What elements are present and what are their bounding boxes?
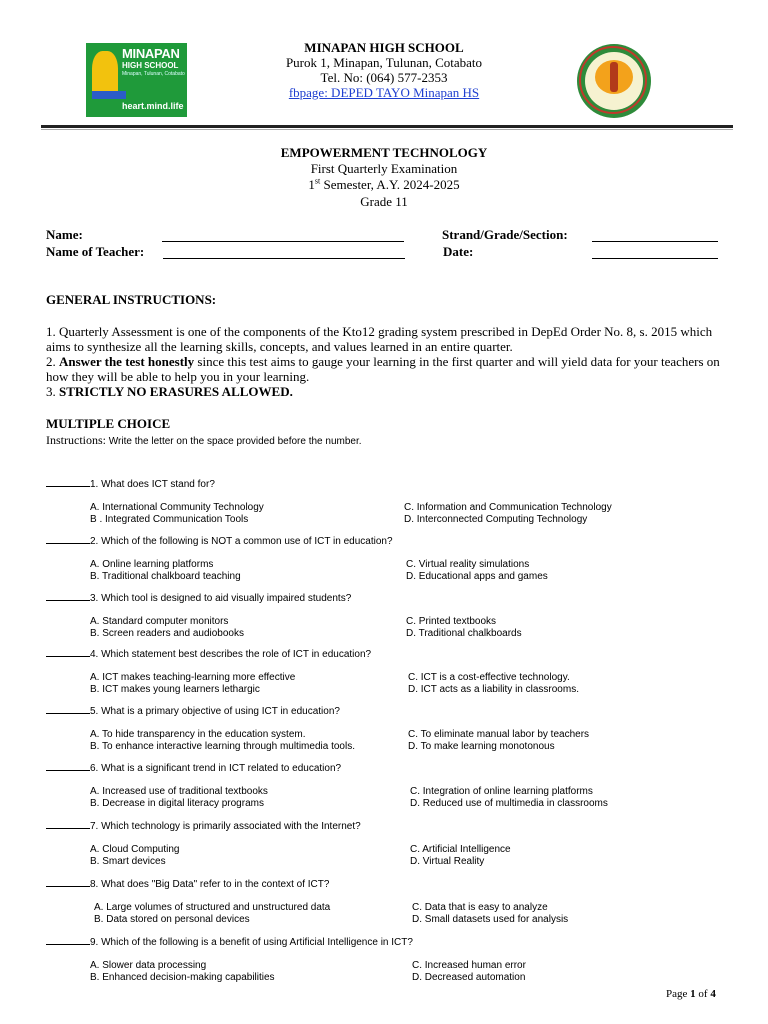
deped-cotabato-seal-icon <box>577 44 651 118</box>
exam-title: EMPOWERMENT TECHNOLOGY <box>280 145 488 160</box>
option-a: A. Slower data processing <box>90 960 207 971</box>
option-b: B. Decrease in digital literacy programs <box>90 798 264 809</box>
answer-blank[interactable] <box>46 656 90 657</box>
question-text: 8. What does "Big Data" refer to in the context of ICT? <box>90 879 330 890</box>
semester-num: 1 <box>308 177 315 192</box>
option-d: D. Virtual Reality <box>410 856 485 867</box>
name-input[interactable] <box>162 229 404 242</box>
instruction-3 <box>46 384 736 399</box>
option-c: C. Integration of online learning platforms <box>410 786 593 797</box>
option-c: C. ICT is a cost-effective technology. <box>408 672 570 683</box>
question-8 <box>46 879 329 890</box>
multiple-choice-heading: MULTIPLE CHOICE <box>46 416 171 431</box>
option-a: A. Large volumes of structured and unstructured data <box>94 902 331 913</box>
exam-grade: Grade 11 <box>360 194 408 209</box>
question-7 <box>46 821 361 832</box>
option-c: C. Data that is easy to analyze <box>412 902 548 913</box>
question-9 <box>46 937 413 948</box>
option-b: B. To enhance interactive learning through multimedia tools. <box>90 741 355 752</box>
question-5 <box>46 706 340 717</box>
page-total: 4 <box>710 988 716 1000</box>
option-b: B . Integrated Communication Tools <box>90 514 249 525</box>
question-text: 6. What is a significant trend in ICT related to education? <box>90 763 342 774</box>
question-6 <box>46 763 341 774</box>
page-current: 1 <box>690 988 696 1000</box>
instruction-3-num: 3. <box>46 384 59 399</box>
option-c: C. Printed textbooks <box>406 616 497 627</box>
page-number <box>666 988 716 1000</box>
header-divider <box>41 125 733 128</box>
option-b: B. Smart devices <box>90 856 166 867</box>
logo-text-address: Minapan, Tulunan, Cotabato <box>122 71 185 77</box>
answer-blank[interactable] <box>46 770 90 771</box>
question-3 <box>46 593 351 604</box>
logo-text-hs: HIGH SCHOOL <box>122 61 179 70</box>
question-4 <box>46 649 371 660</box>
option-b: B. Screen readers and audiobooks <box>90 628 244 639</box>
general-instructions-heading: GENERAL INSTRUCTIONS: <box>46 292 217 307</box>
option-a: A. International Community Technology <box>90 502 264 513</box>
option-a: A. Online learning platforms <box>90 559 214 570</box>
page-of: of <box>695 988 711 1000</box>
option-d: D. Educational apps and games <box>406 571 548 582</box>
mc-instructions-label: Instructions: <box>46 433 106 447</box>
option-d: D. Traditional chalkboards <box>406 628 522 639</box>
question-text: 2. Which of the following is NOT a common use of ICT in education? <box>90 536 393 547</box>
option-d: D. Interconnected Computing Technology <box>404 514 588 525</box>
question-1 <box>46 479 215 490</box>
semester-rest: Semester, A.Y. 2024-2025 <box>320 177 460 192</box>
option-d: D. To make learning monotonous <box>408 741 555 752</box>
teacher-input[interactable] <box>163 246 405 259</box>
answer-blank[interactable] <box>46 713 90 714</box>
fbpage-link[interactable]: fbpage: DEPED TAYO Minapan HS <box>288 85 480 100</box>
instruction-3-bold: STRICTLY NO ERASURES ALLOWED. <box>59 384 293 399</box>
option-b: B. Traditional chalkboard teaching <box>90 571 241 582</box>
option-a: A. Cloud Computing <box>90 844 180 855</box>
answer-blank[interactable] <box>46 828 90 829</box>
option-d: D. Reduced use of multimedia in classrooms <box>410 798 608 809</box>
exam-subtitle: First Quarterly Examination <box>310 161 458 176</box>
name-label: Name: <box>46 227 83 242</box>
answer-blank[interactable] <box>46 600 90 601</box>
option-d: D. Decreased automation <box>412 972 526 983</box>
section-input[interactable] <box>592 229 718 242</box>
school-name: MINAPAN HIGH SCHOOL <box>304 40 464 55</box>
option-d: D. Small datasets used for analysis <box>412 914 569 925</box>
option-c: C. Increased human error <box>412 960 526 971</box>
option-b: B. ICT makes young learners lethargic <box>90 684 260 695</box>
question-text: 5. What is a primary objective of using ICT in education? <box>90 706 340 717</box>
section-label: Strand/Grade/Section: <box>442 227 568 242</box>
question-text: 1. What does ICT stand for? <box>90 479 215 490</box>
option-a: A. ICT makes teaching-learning more effective <box>90 672 296 683</box>
question-text: 4. Which statement best describes the role of ICT in education? <box>90 649 372 660</box>
date-input[interactable] <box>592 246 718 259</box>
semester-sup: st <box>314 176 321 186</box>
section-field <box>442 227 568 243</box>
option-a: A. To hide transparency in the education system. <box>90 729 306 740</box>
answer-blank[interactable] <box>46 486 90 487</box>
option-b: B. Data stored on personal devices <box>94 914 250 925</box>
answer-blank[interactable] <box>46 944 90 945</box>
instruction-2-num: 2. <box>46 354 59 369</box>
date-label: Date: <box>443 244 474 259</box>
question-text: 7. Which technology is primarily associated with the Internet? <box>90 821 361 832</box>
mc-instructions <box>46 433 362 448</box>
date-field <box>443 244 473 260</box>
instruction-2-rest: since this test aims to gauge your learning in the first quarter and will yield data for your teachers on how they will be able to help you in your learning. <box>46 354 720 384</box>
answer-blank[interactable] <box>46 543 90 544</box>
school-address: Purok 1, Minapan, Tulunan, Cotabato <box>285 55 483 70</box>
seal-ring <box>579 46 647 114</box>
page-label: Page <box>666 988 691 1000</box>
mc-instructions-text: Write the letter on the space provided before the number. <box>106 436 362 447</box>
option-c: C. Virtual reality simulations <box>406 559 530 570</box>
exam-semester <box>0 177 768 193</box>
header-divider-thin <box>41 129 733 130</box>
question-2 <box>46 536 393 547</box>
question-text: 9. Which of the following is a benefit of using Artificial Intelligence in ICT? <box>90 937 413 948</box>
option-c: C. Information and Communication Technology <box>404 502 612 513</box>
logo-text-school: MINAPAN <box>122 46 180 61</box>
school-tel: Tel. No: (064) 577-2353 <box>320 70 448 85</box>
option-a: A. Standard computer monitors <box>90 616 229 627</box>
instruction-1: 1. Quarterly Assessment is one of the components of the Kto12 grading system prescribed in DepEd Order No. 8, s. 2015 which aims to synthesize all the learning skills, concepts, and values learned in an entire quarter. <box>46 324 713 354</box>
option-d: D. ICT acts as a liability in classrooms. <box>408 684 579 695</box>
instruction-2 <box>46 354 736 384</box>
name-field <box>46 227 83 243</box>
answer-blank[interactable] <box>46 886 90 887</box>
logo-text-slogan: heart.mind.life <box>122 101 184 111</box>
teacher-field <box>46 244 144 260</box>
option-c: C. To eliminate manual labor by teachers <box>408 729 590 740</box>
question-text: 3. Which tool is designed to aid visually impaired students? <box>90 593 352 604</box>
option-b: B. Enhanced decision-making capabilities <box>90 972 275 983</box>
teacher-label: Name of Teacher: <box>46 244 145 259</box>
instruction-2-bold: Answer the test honestly <box>59 354 195 369</box>
option-a: A. Increased use of traditional textbooks <box>90 786 268 797</box>
option-c: C. Artificial Intelligence <box>410 844 511 855</box>
